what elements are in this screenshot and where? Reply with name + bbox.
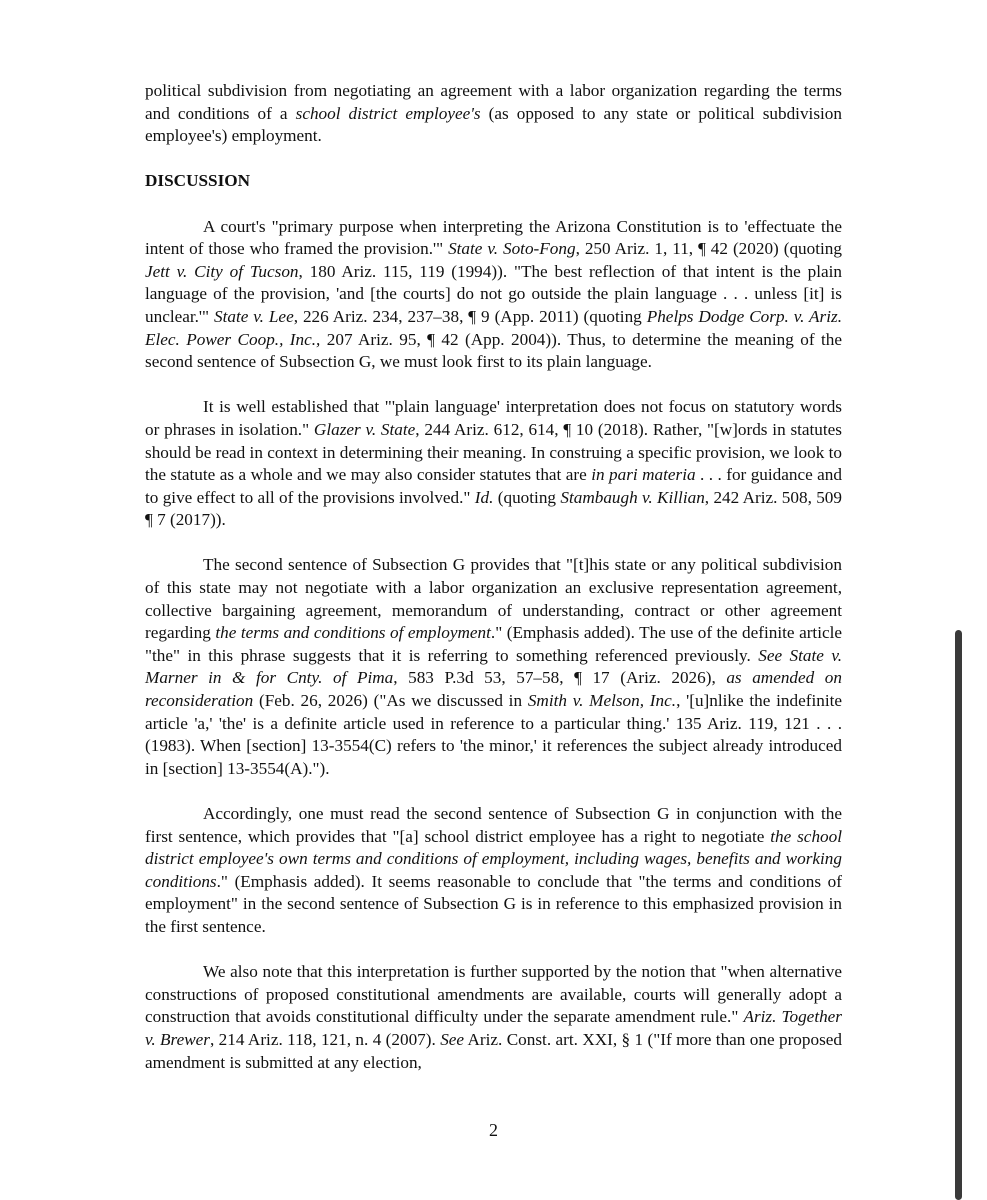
scrollbar-thumb[interactable]: [955, 630, 962, 1200]
italic-citation: See: [440, 1029, 465, 1049]
italic-citation: State v. Lee: [213, 306, 294, 326]
paragraph-5: We also note that this interpretation is further supported by the notion that "when alternative constructions of proposed constitutional amendments are available, courts will generally adopt a construction that avoids constitutional difficulty under the separate amendment rule." Ariz. Together v. Brewer, 214 Ariz. 118, 121, n. 4 (2007). See Ariz. Const. art. XXI, § 1 ("If more than one proposed amendment is submitted at any election,: [145, 962, 842, 1072]
paragraph-1: A court's "primary purpose when interpreting the Arizona Constitution is to 'effectuate the intent of those who framed the provision.'" State v. Soto-Fong, 250 Ariz. 1, 11, ¶ 42 (2020) (quoting Jett v. City of Tucson, 180 Ariz. 115, 119 (1994)). "The best reflection of that intent is the plain language of the provision, 'and [the courts] do not go outside the plain language . . . unless [it] is unclear.'" State v. Lee, 226 Ariz. 234, 237–38, ¶ 9 (App. 2011) (quoting Phelps Dodge Corp. v. Ariz. Elec. Power Coop., Inc., 207 Ariz. 95, ¶ 42 (App. 2004)). Thus, to determine the meaning of the second sentence of Subsection G, we must look first to its plain language.: [145, 216, 843, 372]
italic-citation: as amended on reconsideration: [145, 668, 842, 711]
paragraph-2: It is well established that "'plain language' interpretation does not focus on statutory words or phrases in isolation." Glazer v. State, 244 Ariz. 612, 614, ¶ 10 (2018). Rather, "[w]ords in statutes should be read in context in determining their meaning. In construing a specific provision, we look to the statute as a whole and we may also consider statutes that are in pari materia . . . for guidance and to give effect to all of the provisions involved." Id. (quoting Stambaugh v. Killian, 242 Ariz. 508, 509 ¶ 7 (2017)).: [145, 397, 842, 530]
italic-citation: in pari materia: [591, 465, 696, 485]
document-page: [145, 80, 842, 1097]
italic-citation: Jett v. City of Tucson: [145, 261, 299, 281]
italic-citation: the school district employee's own terms and conditions of employment, including wages, benefits and working conditions: [145, 826, 842, 891]
paragraph-4: Accordingly, one must read the second sentence of Subsection G in conjunction with the first sentence, which provides that "[a] school district employee has a right to negotiate the school district employee's own terms and conditions of employment, including wages, benefits and working conditions." (Emphasis added). It seems reasonable to conclude that "the terms and conditions of employment" in the second sentence of Subsection G is in reference to this emphasized provision in the first sentence.: [145, 804, 842, 936]
italic-citation: the terms and conditions of employment: [215, 623, 491, 643]
italic-citation: See State v. Marner in & for Cnty. of Pima: [145, 645, 842, 688]
page-number: 2: [489, 1120, 498, 1140]
italic-citation: school district employee's: [295, 103, 481, 123]
opening-paragraph: political subdivision from negotiating an agreement with a labor organization regarding the terms and conditions of a school district employee's (as opposed to any state or political subdivision employee's) employment.: [145, 81, 842, 146]
section-heading: DISCUSSION: [145, 171, 251, 191]
italic-citation: Stambaugh v. Killian: [560, 487, 705, 507]
italic-citation: Glazer v. State: [313, 419, 416, 439]
italic-citation: State v. Soto-Fong: [448, 239, 576, 259]
italic-citation: Smith v. Melson, Inc.: [527, 691, 677, 711]
paragraph-3: The second sentence of Subsection G provides that "[t]his state or any political subdivision of this state may not negotiate with a labor organization an exclusive representation agreement, collective bargaining agreement, memorandum of understanding, contract or other agreement regarding the terms and conditions of employment." (Emphasis added). The use of the definite article "the" in this phrase suggests that it is referring to something referenced previously. See State v. Marner in & for Cnty. of Pima, 583 P.3d 53, 57–58, ¶ 17 (Ariz. 2026), as amended on reconsideration (Feb. 26, 2026) ("As we discussed in Smith v. Melson, Inc., '[u]nlike the indefinite article 'a,' 'the' is a definite article used in reference to a particular thing.' 135 Ariz. 119, 121 . . . (1983). When [section] 13-3554(C) refers to 'the minor,' it references the subject already introduced in [section] 13-3554(A).").: [145, 555, 843, 778]
italic-citation: Phelps Dodge Corp. v. Ariz. Elec. Power Coop., Inc.,: [145, 306, 843, 349]
italic-citation: Ariz. Together v. Brewer: [145, 1007, 842, 1049]
italic-citation: Id.: [474, 487, 494, 507]
